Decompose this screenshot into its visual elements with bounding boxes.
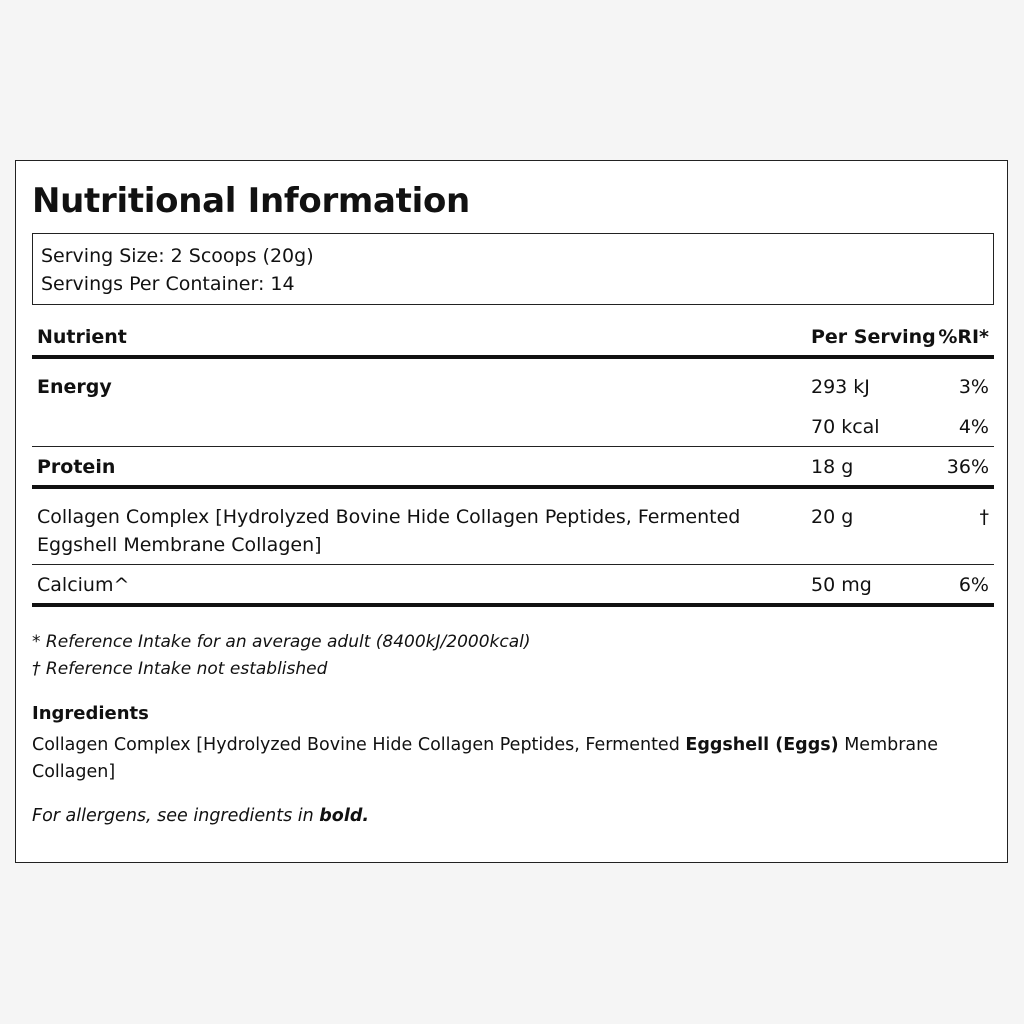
nutrient-name: Energy (37, 376, 112, 398)
serving-info-box (32, 233, 994, 305)
column-header-nutrient: Nutrient (37, 326, 127, 348)
table-row-energy (32, 359, 994, 447)
servings-per-container: Servings Per Container: 14 (41, 273, 295, 295)
nutrient-name: Calcium^ (37, 574, 130, 596)
page-title: Nutritional Information (32, 181, 470, 221)
ri-value: † (979, 506, 989, 528)
nutrition-label-panel (15, 160, 1008, 863)
nutrition-table (32, 321, 994, 607)
footnotes (32, 629, 531, 683)
table-row-protein (32, 447, 994, 489)
per-serving-value: 20 g (811, 506, 854, 528)
ingredients-text-before: Collagen Complex [Hydrolyzed Bovine Hide Collagen Peptides, Fermented (32, 735, 686, 755)
nutrient-name: Collagen Complex [Hydrolyzed Bovine Hide Collagen Peptides, Fermented Eggshell Membrane Collagen] (37, 506, 741, 556)
ri-value: 4% (958, 416, 989, 438)
allergen-note (32, 803, 369, 830)
per-serving-value: 293 kJ (811, 376, 870, 398)
table-row-collagen-complex (32, 489, 994, 565)
serving-size: Serving Size: 2 Scoops (20g) (41, 245, 314, 267)
per-serving-value: 50 mg (811, 574, 872, 596)
allergen-ingredient: Eggshell (Eggs) (685, 735, 839, 755)
column-header-ri: %RI* (938, 326, 989, 348)
allergen-note-text: For allergens, see ingredients in (32, 806, 320, 826)
nutrient-name: Protein (37, 456, 116, 478)
ingredients-text-after: Membrane Collagen] (32, 735, 939, 782)
footnote-not-established: † Reference Intake not established (32, 659, 328, 679)
ri-value: 3% (958, 376, 989, 398)
table-row-calcium (32, 565, 994, 607)
per-serving-value: 18 g (811, 456, 854, 478)
ingredients-heading: Ingredients (32, 703, 149, 724)
column-header-per-serving: Per Serving (811, 326, 936, 348)
footnote-reference-intake: * Reference Intake for an average adult (8400kJ/2000kcal) (32, 632, 531, 652)
allergen-note-emphasis: bold. (319, 806, 370, 826)
ri-value: 36% (946, 456, 989, 478)
ingredients-text (32, 732, 972, 786)
table-header-row (32, 321, 994, 359)
per-serving-value: 70 kcal (811, 416, 880, 438)
ri-value: 6% (958, 574, 989, 596)
